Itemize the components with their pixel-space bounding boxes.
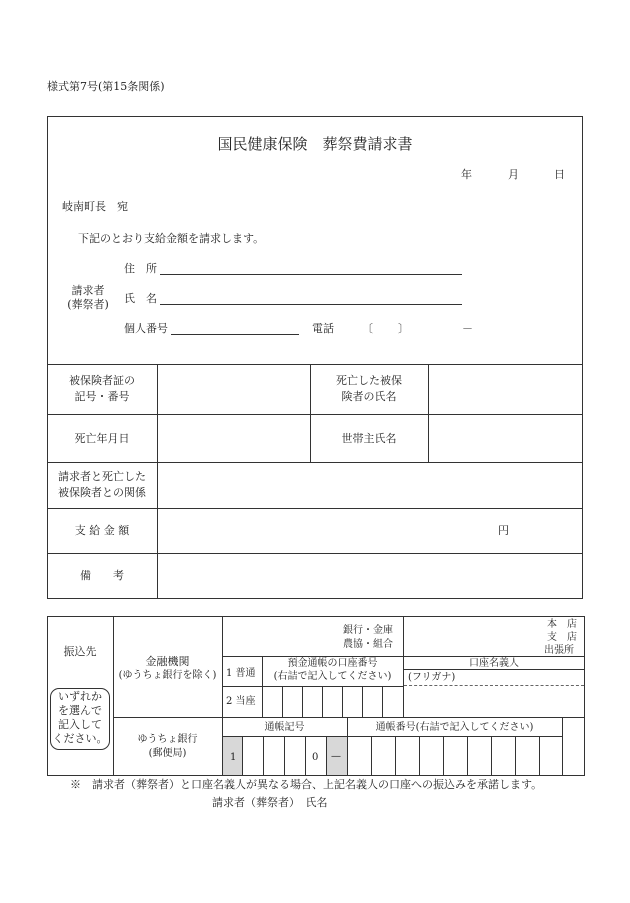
passbook-number-label: 通帳番号(右詰で記入してください)	[375, 722, 534, 733]
passbook-symbol-label: 通帳記号	[264, 722, 305, 733]
form-number: 様式第7号(第15条関係)	[47, 80, 165, 93]
id-number-label: 個人番号	[124, 322, 168, 335]
digit-divider	[263, 736, 264, 776]
choose-text-4: ください。	[52, 732, 108, 745]
digit-divider	[539, 736, 540, 776]
relation-field[interactable]	[158, 463, 582, 508]
choose-text-2: を選んで	[58, 704, 102, 717]
addressee: 岐南町長 宛	[62, 200, 128, 213]
form-title: 国民健康保険 葬祭費請求書	[217, 135, 413, 153]
digit-divider	[342, 686, 343, 717]
relation-label: 請求者と死亡した	[58, 470, 146, 483]
digit-divider	[467, 736, 468, 776]
amount-label: 支 給 金 額	[74, 524, 130, 537]
deceased-name-label-sub: 険者の氏名	[341, 390, 397, 403]
digit-divider	[305, 736, 306, 776]
deceased-name-field[interactable]	[429, 365, 582, 414]
relation-label-sub: 被保険者との関係	[58, 486, 146, 499]
branch-branch: 支 店	[547, 632, 577, 643]
name-label: 氏 名	[124, 292, 157, 305]
digit-divider	[443, 736, 444, 776]
name-field[interactable]	[160, 304, 462, 305]
consent-signer: 請求者（葬祭者） 氏名	[212, 796, 328, 809]
insured-id-field[interactable]	[158, 365, 310, 414]
phone-paren-close: 〕	[398, 322, 409, 335]
account-type-2[interactable]: 2 当座	[226, 696, 256, 707]
amount-field[interactable]	[158, 509, 582, 553]
digit-divider	[395, 736, 396, 776]
digit-divider	[322, 686, 323, 717]
date-month[interactable]: 月	[508, 168, 519, 181]
choose-text-3: 記入して	[58, 718, 102, 731]
householder-label: 世帯主氏名	[341, 432, 397, 445]
holder-divider	[403, 669, 585, 670]
claimant-label: 請求者	[71, 284, 105, 297]
death-date-label: 死亡年月日	[74, 432, 130, 445]
transfer-row-divider	[113, 717, 585, 718]
account-holder-label: 口座名義人	[469, 658, 519, 669]
remarks-field[interactable]	[158, 554, 582, 598]
digit-divider	[515, 736, 516, 776]
digit-divider	[491, 736, 492, 776]
choose-text-1: いずれか	[58, 690, 102, 703]
date-day[interactable]: 日	[554, 168, 565, 181]
transfer-col-divider	[562, 717, 563, 776]
statement: 下記のとおり支給金額を請求します。	[78, 232, 265, 245]
death-date-field[interactable]	[158, 415, 310, 462]
insured-id-label-sub: 記号・番号	[74, 390, 130, 403]
digit-divider	[382, 686, 383, 717]
account-number-label: 預金通帳の口座番号	[287, 658, 378, 669]
bank-name-field[interactable]	[223, 617, 341, 655]
date-year[interactable]: 年	[461, 168, 472, 181]
claimant-label-sub: (葬祭者)	[67, 298, 109, 311]
digit-divider	[282, 686, 283, 717]
consent-text: ※ 請求者（葬祭者）と口座名義人が異なる場合、上記名義人の口座への振込みを承諾します。	[70, 778, 543, 791]
remarks-label: 備 考	[80, 569, 124, 582]
address-field[interactable]	[160, 274, 462, 275]
digit-divider	[371, 736, 372, 776]
branch-main: 本 店	[547, 619, 577, 630]
branch-name-field[interactable]	[404, 617, 529, 655]
deceased-name-label: 死亡した被保	[336, 374, 402, 387]
account-holder-field[interactable]	[404, 686, 584, 716]
financial-institution-label: 金融機関	[145, 655, 190, 668]
transfer-header: 振込先	[63, 645, 97, 658]
financial-institution-note: (ゆうちょ銀行を除く)	[118, 670, 217, 681]
digit-divider	[302, 686, 303, 717]
insured-id-label: 被保険者証の	[69, 374, 135, 387]
digit-divider	[284, 736, 285, 776]
id-number-field[interactable]	[171, 334, 299, 335]
furigana-label: (フリガナ)	[408, 672, 456, 683]
amount-unit: 円	[498, 524, 509, 537]
symbol-digit-0: 0	[312, 752, 319, 763]
bank-type-2: 農協・組合	[343, 639, 393, 650]
digit-divider	[362, 686, 363, 717]
phone-paren-open: 〔	[362, 322, 373, 335]
symbol-dash: —	[331, 751, 341, 762]
householder-field[interactable]	[429, 415, 582, 462]
digit-divider	[419, 736, 420, 776]
symbol-digit-1: 1	[230, 752, 237, 763]
phone-label: 電話	[312, 322, 334, 335]
postal-bank-note: (郵便局)	[148, 748, 187, 759]
postal-bank-label: ゆうちょ銀行	[137, 734, 198, 745]
account-number-note: (右詰で記入してください)	[273, 671, 392, 682]
digit-divider	[326, 736, 327, 776]
phone-dash: －	[462, 322, 473, 335]
transfer-row-divider	[222, 736, 562, 737]
transfer-row-divider	[222, 686, 262, 687]
bank-type-1: 銀行・金庫	[343, 625, 393, 636]
branch-office: 出張所	[544, 645, 574, 656]
account-type-1[interactable]: 1 普通	[226, 668, 256, 679]
address-label: 住 所	[124, 262, 157, 275]
digit-divider	[242, 736, 243, 776]
